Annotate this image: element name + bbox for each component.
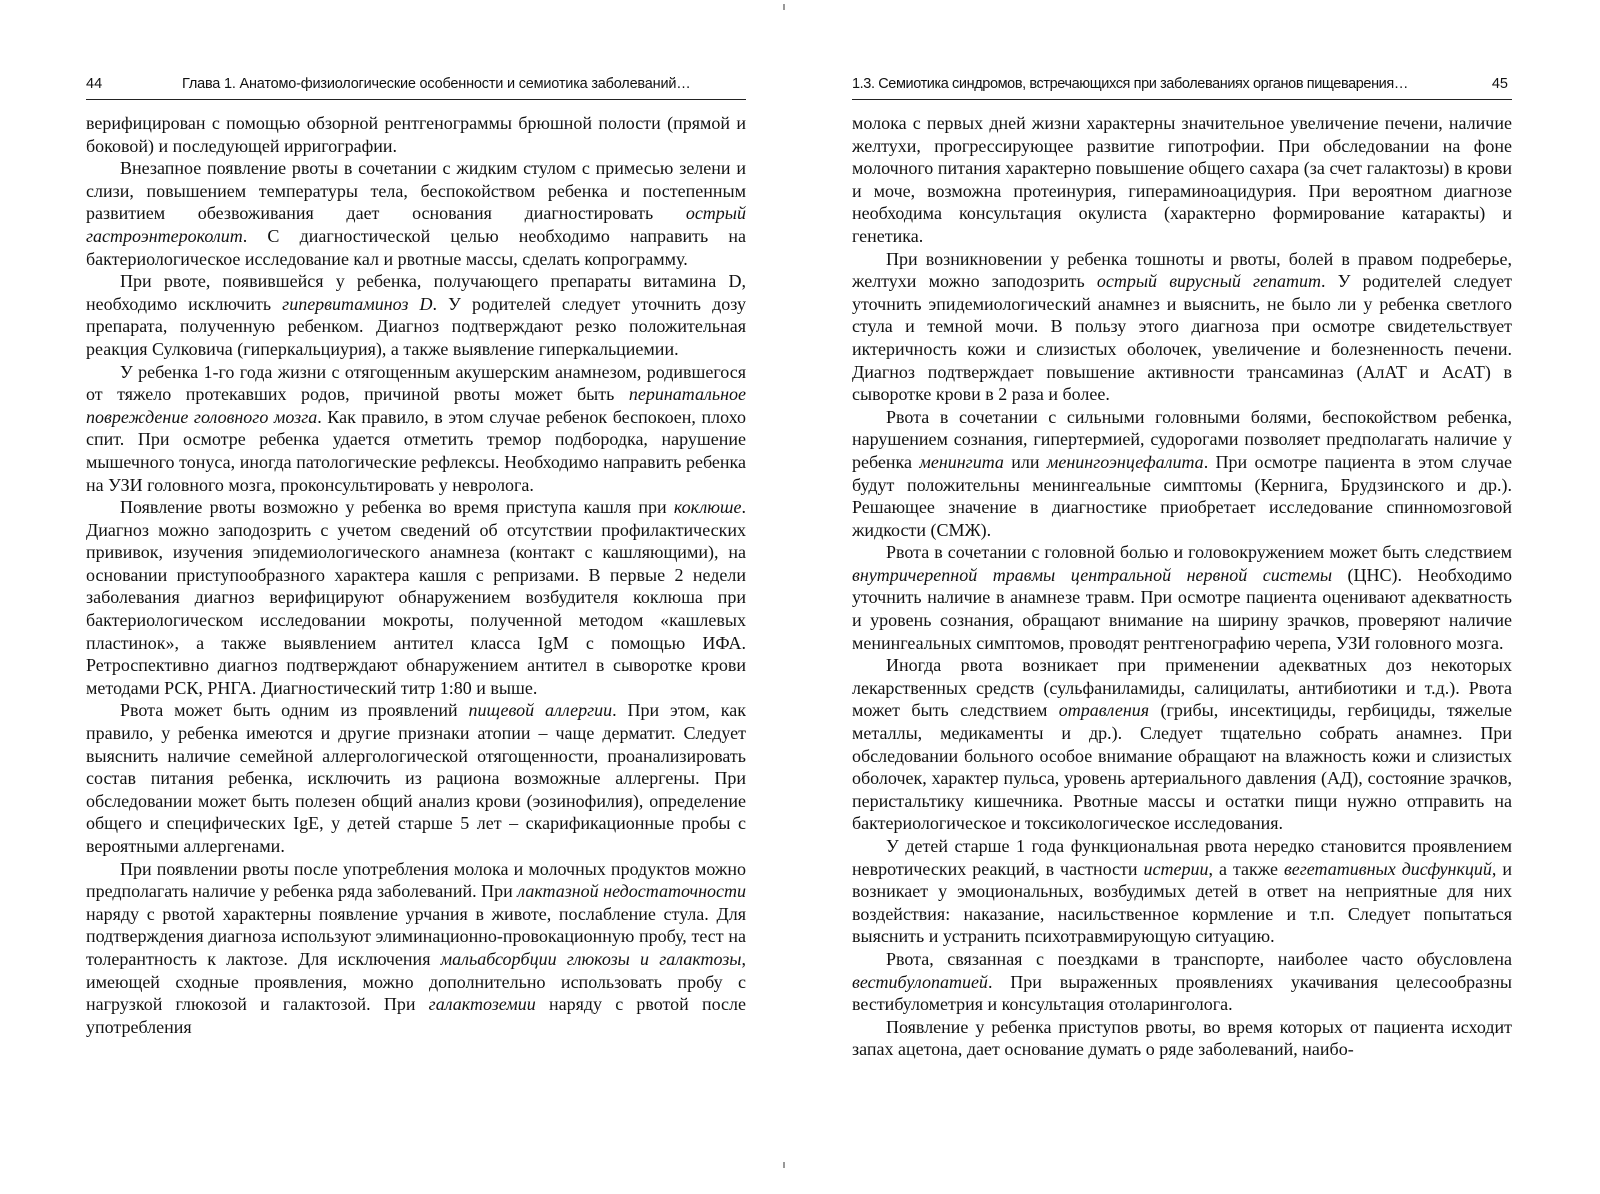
italic-term: менингита — [919, 451, 1004, 472]
text-run: молока с первых дней жизни характерны значительное увеличение печени, наличие желтухи, прогрессирующее развитие гипотрофии. При обследовании на фоне молочного питания характерно повышение общего сахара (за счет галактозы) в крови и моче, возможна протеинурия, гипераминоацидурия. При вероятном диагнозе необходима консультация окулиста (характерно формирование катаракты) и генетика. — [852, 113, 1512, 246]
running-head-left — [86, 76, 746, 100]
text-run: Внезапное появление рвоты в сочетании с жидким стулом с примесью зелени и слизи, повышением температуры тела, беспокойством ребенка и постепенным развитием обезвоживания дает основания диагностировать — [86, 158, 746, 224]
italic-term: отравления — [1058, 700, 1150, 721]
page-number-right: 45 — [1491, 76, 1508, 92]
italic-term: острый вирусный гепатит — [1096, 271, 1322, 292]
page-number-left: 44 — [86, 76, 103, 92]
text-run: Появление у ребенка приступов рвоты, во время которых от пациента исходит запах ацетона, дает основание думать о ряде заболеваний, наибо- — [852, 1016, 1512, 1060]
italic-term: гипервитаминоз D — [282, 293, 433, 314]
running-title-left: Глава 1. Анатомо-физиологические особенности и семиотика заболеваний… — [182, 76, 691, 92]
paragraph — [86, 496, 746, 699]
italic-term: вегетативных дисфункций — [1283, 858, 1492, 879]
paragraph — [852, 248, 1512, 406]
italic-term: вестибулопатией — [852, 971, 988, 992]
italic-term: внутричерепной травмы центральной нервной системы — [852, 564, 1333, 585]
text-run: При возникновении у ребенка тошноты и рвоты, болей в правом подреберье, желтухи можно заподозрить — [852, 248, 1512, 292]
text-run: (ЦНС). Необходимо уточнить наличие в анамнезе травм. При осмотре пациента оценивают адекватность и уровень сознания, обращают внимание на ширину зрачков, проверяют наличие менингеальных симптомов, проводят рентгенографию черепа, УЗИ головного мозга. — [852, 564, 1512, 653]
italic-term: мальабсорбции глюкозы и галактозы — [440, 948, 742, 969]
paragraph — [852, 835, 1512, 948]
italic-term: истерии — [1143, 858, 1209, 879]
paragraph — [852, 654, 1512, 835]
text-run: . С диагностической целью необходимо направить на бактериологическое исследование кал и рвотные массы, сделать копрограмму. — [86, 225, 746, 269]
paragraph — [852, 406, 1512, 542]
text-run: (грибы, инсектициды, гербициды, тяжелые металлы, медикаменты и др.). Следует тщательно собрать анамнез. При обследовании больного особое внимание обращают на влажность кожи и слизистых оболочек, характер пульса, уровень артериального давления (АД), состояние зрачков, перистальтику кишечника. Рвотные массы и остатки пищи нужно отправить на бактериологическое и токсикологическое исследования. — [852, 700, 1512, 834]
paragraph — [86, 361, 746, 497]
right-page — [852, 0, 1512, 1194]
text-run: . У родителей следует уточнить дозу препарата, полученную ребенком. Диагноз подтверждают резко положительная реакция Сулковича (гиперкальциурия), а также выявление гиперкальциемии. — [86, 293, 746, 359]
paragraph — [86, 157, 746, 270]
text-run: При рвоте, появившейся у ребенка, получающего препараты витамина D, необходимо исключить — [86, 271, 746, 314]
italic-term: менингоэнцефалита — [1046, 451, 1204, 472]
paragraph — [86, 858, 746, 1039]
italic-term: галактоземии — [428, 994, 536, 1015]
text-run: . Диагноз можно заподозрить с учетом сведений об отсутствии профилактических прививок, изучения эпидемиологического анамнеза (контакт с кашляющими), на основании приступообразного характера кашля с репризами. В первые 2 недели заболевания диагноз верифицируют обнаружением возбудителя коклюша при бактериологическом исследовании мокроты, полученной методом «кашлевых пластинок», а также выявлением антител класса IgM с помощью ИФА. Ретроспективно диагноз подтверждают обнаружением антител в сыворотке крови методами РСК, РНГА. Диагностический титр 1:80 и выше. — [86, 497, 746, 698]
text-run: Рвота в сочетании с сильными головными болями, беспокойством ребенка, нарушением сознания, гипертермией, судорогами позволяет предполагать наличие у ребенка — [852, 406, 1512, 472]
text-run: У детей старше 1 года функциональная рвота нередко становится проявлением невротических реакций, в частности — [852, 836, 1512, 879]
paragraph — [852, 541, 1512, 654]
text-run: У ребенка 1-го года жизни с отягощенным акушерским анамнезом, родившегося от тяжело протекавших родов, причиной рвоты может быть — [86, 361, 746, 405]
italic-term: коклюше — [673, 497, 742, 518]
text-run: При появлении рвоты после употребления молока и молочных продуктов можно предполагать наличие у ребенка ряда заболеваний. При — [86, 858, 746, 902]
text-run: Рвота, связанная с поездками в транспорте, наиболее часто обусловлена — [886, 948, 1512, 969]
text-run: , и возникает у эмоциональных, возбудимых детей в ответ на неприятные для них воздействия: наказание, насильственное кормление и т.п. Следует попытаться выяснить и устранить психотравмирующую ситуацию. — [852, 858, 1512, 947]
text-run: . При этом, как правило, у ребенка имеются и другие признаки атопии – чаще дерматит. Следует выяснить наличие семейной аллергологической отягощенности, проанализировать состав питания ребенка, исключить из рациона возможные аллергены. При обследовании может быть полезен общий анализ крови (эозинофилия), определение общего и специфических IgE, у детей старше 5 лет – скарификационные пробы с вероятными аллергенами. — [86, 700, 747, 856]
running-head-right — [852, 76, 1512, 100]
running-title-right: 1.3. Семиотика синдромов, встречающихся при заболеваниях органов пищеварения… — [852, 76, 1408, 92]
gutter-mark-top — [783, 4, 785, 10]
text-run: или — [1003, 451, 1047, 472]
text-run: , а также — [1208, 858, 1284, 879]
text-run: Рвота в сочетании с головной болью и головокружением может быть следствием — [886, 542, 1512, 563]
text-run: Рвота может быть одним из проявлений — [120, 700, 469, 721]
body-text-left — [86, 112, 746, 1038]
text-run: наряду с рвотой характерны появление урчания в животе, послабление стула. Для подтверждения диагноза используют элиминационно-провокационную пробу, тест на толерантность к лактозе. Для исключения — [86, 903, 746, 969]
paragraph — [86, 112, 746, 157]
text-run: Появление рвоты возможно у ребенка во время приступа кашля при — [120, 497, 674, 518]
text-run: . При выраженных проявлениях укачивания целесообразны вестибулометрия и консультация отоларинголога. — [852, 971, 1512, 1015]
text-run: . У родителей следует уточнить эпидемиологический анамнез и выяснить, не было ли у ребенка светлого стула и темной мочи. В пользу этого диагноза при осмотре свидетельствует иктеричность кожи и слизистых оболочек, увеличение и болезненность печени. Диагноз подтверждает повышение активности трансаминаз (АлАТ и АсАТ) в сыворотке крови в 2 раза и более. — [852, 271, 1512, 405]
text-run: , имеющей сходные проявления, можно дополнительно использовать пробу с нагрузкой глюкозой и галактозой. При — [86, 948, 746, 1015]
text-run: . Как правило, в этом случае ребенок беспокоен, плохо спит. При осмотре ребенка удается отметить тремор подбородка, нарушение мышечного тонуса, иногда патологические рефлексы. Необходимо направить ребенка на УЗИ головного мозга, проконсультировать у невролога. — [86, 406, 746, 495]
body-text-right — [852, 112, 1512, 1061]
text-run: Иногда рвота возникает при применении адекватных доз некоторых лекарственных средств (сульфаниламиды, салицилаты, антибиотики и т.д.). Рвота может быть следствием — [852, 655, 1512, 721]
text-run: верифицирован с помощью обзорной рентгенограммы брюшной полости (прямой и боковой) и последующей ирригографии. — [86, 113, 746, 156]
paragraph — [852, 1016, 1512, 1061]
gutter-mark-bottom — [783, 1162, 785, 1168]
paragraph — [86, 270, 746, 360]
paragraph — [86, 699, 746, 857]
italic-term: острый гастроэнтероколит — [86, 203, 746, 246]
paragraph — [852, 112, 1512, 248]
left-page — [86, 0, 746, 1194]
text-run: наряду с рвотой после употребления — [86, 994, 746, 1037]
italic-term: лактазной недостаточности — [517, 881, 747, 902]
italic-term: пищевой аллергии — [468, 700, 613, 721]
paragraph — [852, 948, 1512, 1016]
italic-term: перинатальное повреждение головного мозга — [86, 384, 746, 427]
text-run: . При осмотре пациента в этом случае будут положительны менингеальные симптомы (Кернига, Брудзинского и др.). Решающее значение в диагностике приобретает исследование спинномозговой жидкости (СМЖ). — [852, 451, 1513, 540]
